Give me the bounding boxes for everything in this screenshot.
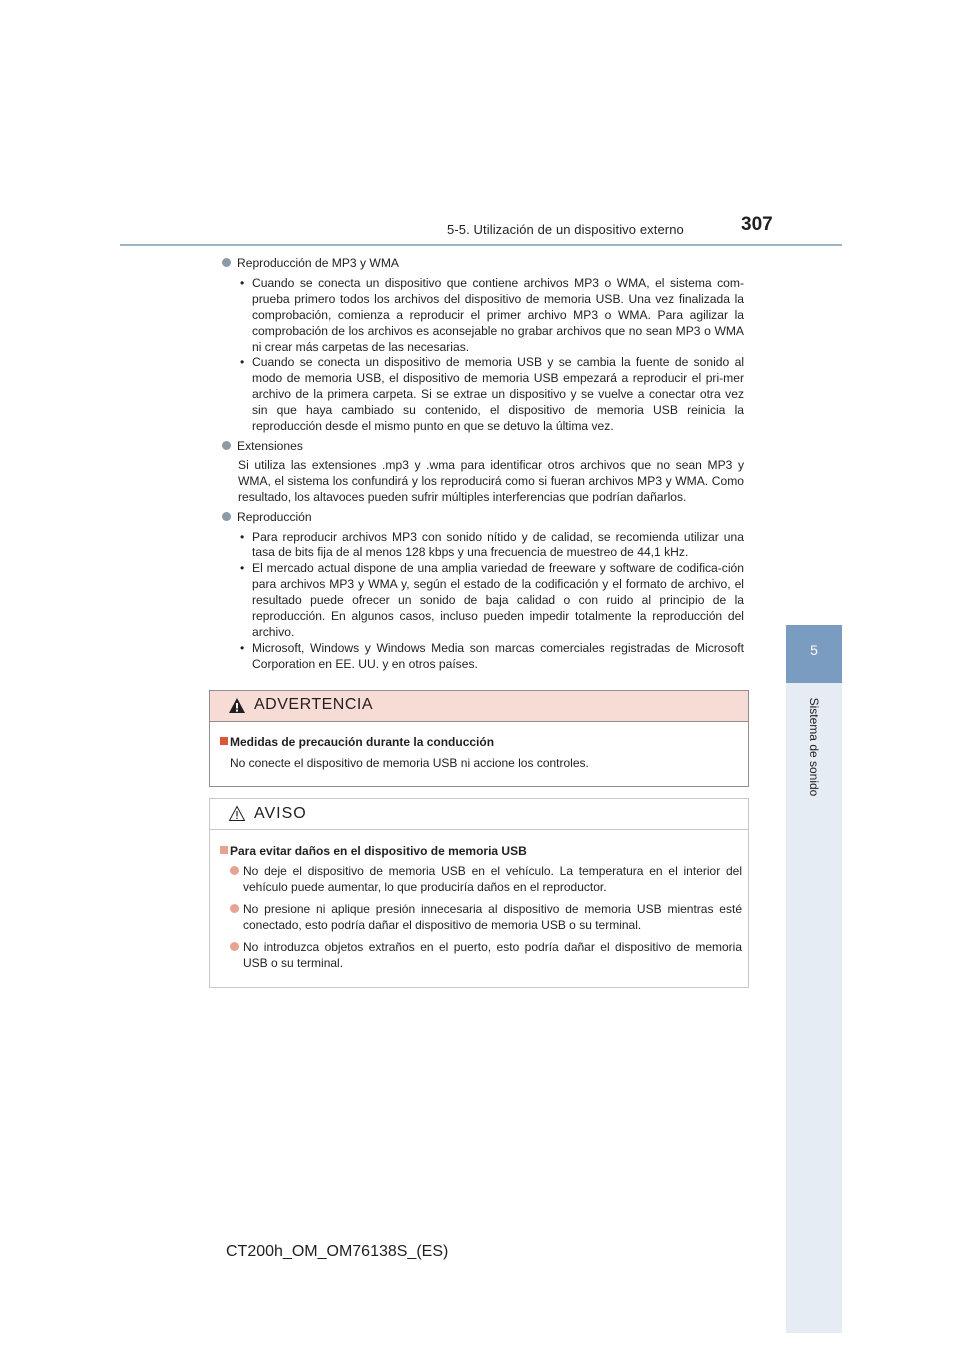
section-paragraph: Si utiliza las extensiones .mp3 y .wma para identificar otros archivos que no sean MP3 y WMA, el sistema los confundirá y los reproducirá como si fueran archivos MP3 y WMA. Como resultado, los altavoces pueden sufrir múltiples interferencias que podrían dañarlos.	[238, 457, 744, 504]
notice-header	[210, 799, 748, 830]
list-item: No introduzca objetos extraños en el puerto, esto podría dañar el dispositivo de memoria USB o su terminal.	[230, 939, 742, 971]
document-code: CT200h_OM_OM76138S_(ES)	[226, 1243, 449, 1260]
bullet-circle-icon	[230, 942, 239, 951]
warning-header	[210, 691, 748, 722]
header-divider	[120, 244, 842, 246]
warning-triangle-icon	[228, 697, 246, 714]
bullet-circle-icon	[222, 441, 231, 450]
notice-title: AVISO	[254, 805, 307, 822]
section-heading: Reproducción	[222, 510, 744, 526]
bullet-circle-icon	[222, 512, 231, 521]
bullet-circle-icon	[230, 866, 239, 875]
chapter-number: 5	[810, 642, 818, 658]
sub-list	[238, 276, 744, 435]
bullet-circle-icon	[222, 258, 231, 267]
page-number: 307	[741, 214, 773, 235]
caution-triangle-icon	[228, 805, 246, 822]
bullet-circle-icon	[230, 904, 239, 913]
sub-list	[238, 530, 744, 673]
list-item: • Microsoft, Windows y Windows Media son marcas comerciales registradas de Microsoft Corporation en EE. UU. y en otros países.	[238, 641, 744, 673]
chapter-title: Sistema de sonido	[807, 697, 821, 797]
section-mp3-wma	[222, 256, 744, 435]
section-title: 5-5. Utilización de un dispositivo externo	[447, 222, 684, 237]
section-heading: Extensiones	[222, 439, 744, 455]
chapter-tab	[786, 625, 842, 683]
list-item: No deje el dispositivo de memoria USB en el vehículo. La temperatura en el interior del vehículo puede aumentar, lo que produciría daños en el reproductor.	[230, 863, 742, 895]
chapter-label	[786, 691, 842, 803]
list-item: • Cuando se conecta un dispositivo de memoria USB y se cambia la fuente de sonido al modo de memoria USB, el dispositivo de memoria USB empezará a reproducir el pri-mer archivo de la primera carpeta. Si se extrae un dispositivo y se vuelve a conectar otra vez sin que haya cambiado su contenido, el dispositivo de memoria USB reinicia la reproducción desde el mismo punto en que se detuvo la última vez.	[238, 355, 744, 435]
list-item: • Cuando se conecta un dispositivo que contiene archivos MP3 o WMA, el sistema com-prueba primero todos los archivos del dispositivo de memoria USB. Una vez finalizada la comprobación, comienza a reproducir el primer archivo MP3 o WMA. Para agilizar la comprobación de los archivos es aconsejable no grabar archivos que no sean MP3 o WMA ni crear más carpetas de las necesarias.	[238, 276, 744, 356]
warning-text: No conecte el dispositivo de memoria USB ni accione los controles.	[230, 756, 589, 770]
section-extensions	[222, 439, 744, 506]
list-item: No presione ni aplique presión innecesaria al dispositivo de memoria USB mientras esté conectado, esto podría dañar el dispositivo de memoria USB o su terminal.	[230, 901, 742, 933]
section-playback	[222, 510, 744, 673]
notice-heading: Para evitar daños en el dispositivo de memoria USB	[220, 843, 742, 859]
main-content	[222, 256, 744, 673]
notice-box	[209, 798, 749, 988]
warning-title: ADVERTENCIA	[254, 696, 374, 713]
square-bullet-icon	[220, 737, 228, 745]
square-bullet-icon	[220, 846, 228, 854]
warning-heading: Medidas de precaución durante la conducción	[220, 734, 738, 750]
list-item: • Para reproducir archivos MP3 con sonido nítido y de calidad, se recomienda utilizar una tasa de bits fija de al menos 128 kbps y una frecuencia de muestreo de 44,1 kHz.	[238, 530, 744, 562]
warning-box	[209, 690, 749, 787]
notice-list	[230, 863, 742, 971]
section-heading: Reproducción de MP3 y WMA	[222, 256, 744, 272]
list-item: • El mercado actual dispone de una amplia variedad de freeware y software de codifica-ción para archivos MP3 y WMA y, según el estado de la codificación y el formato de archivo, el resultado puede ofrecer un sonido de baja calidad o con ruido al principio de la reproducción. En algunos casos, incluso pueden impedir totalmente la reproducción del archivo.	[238, 561, 744, 641]
